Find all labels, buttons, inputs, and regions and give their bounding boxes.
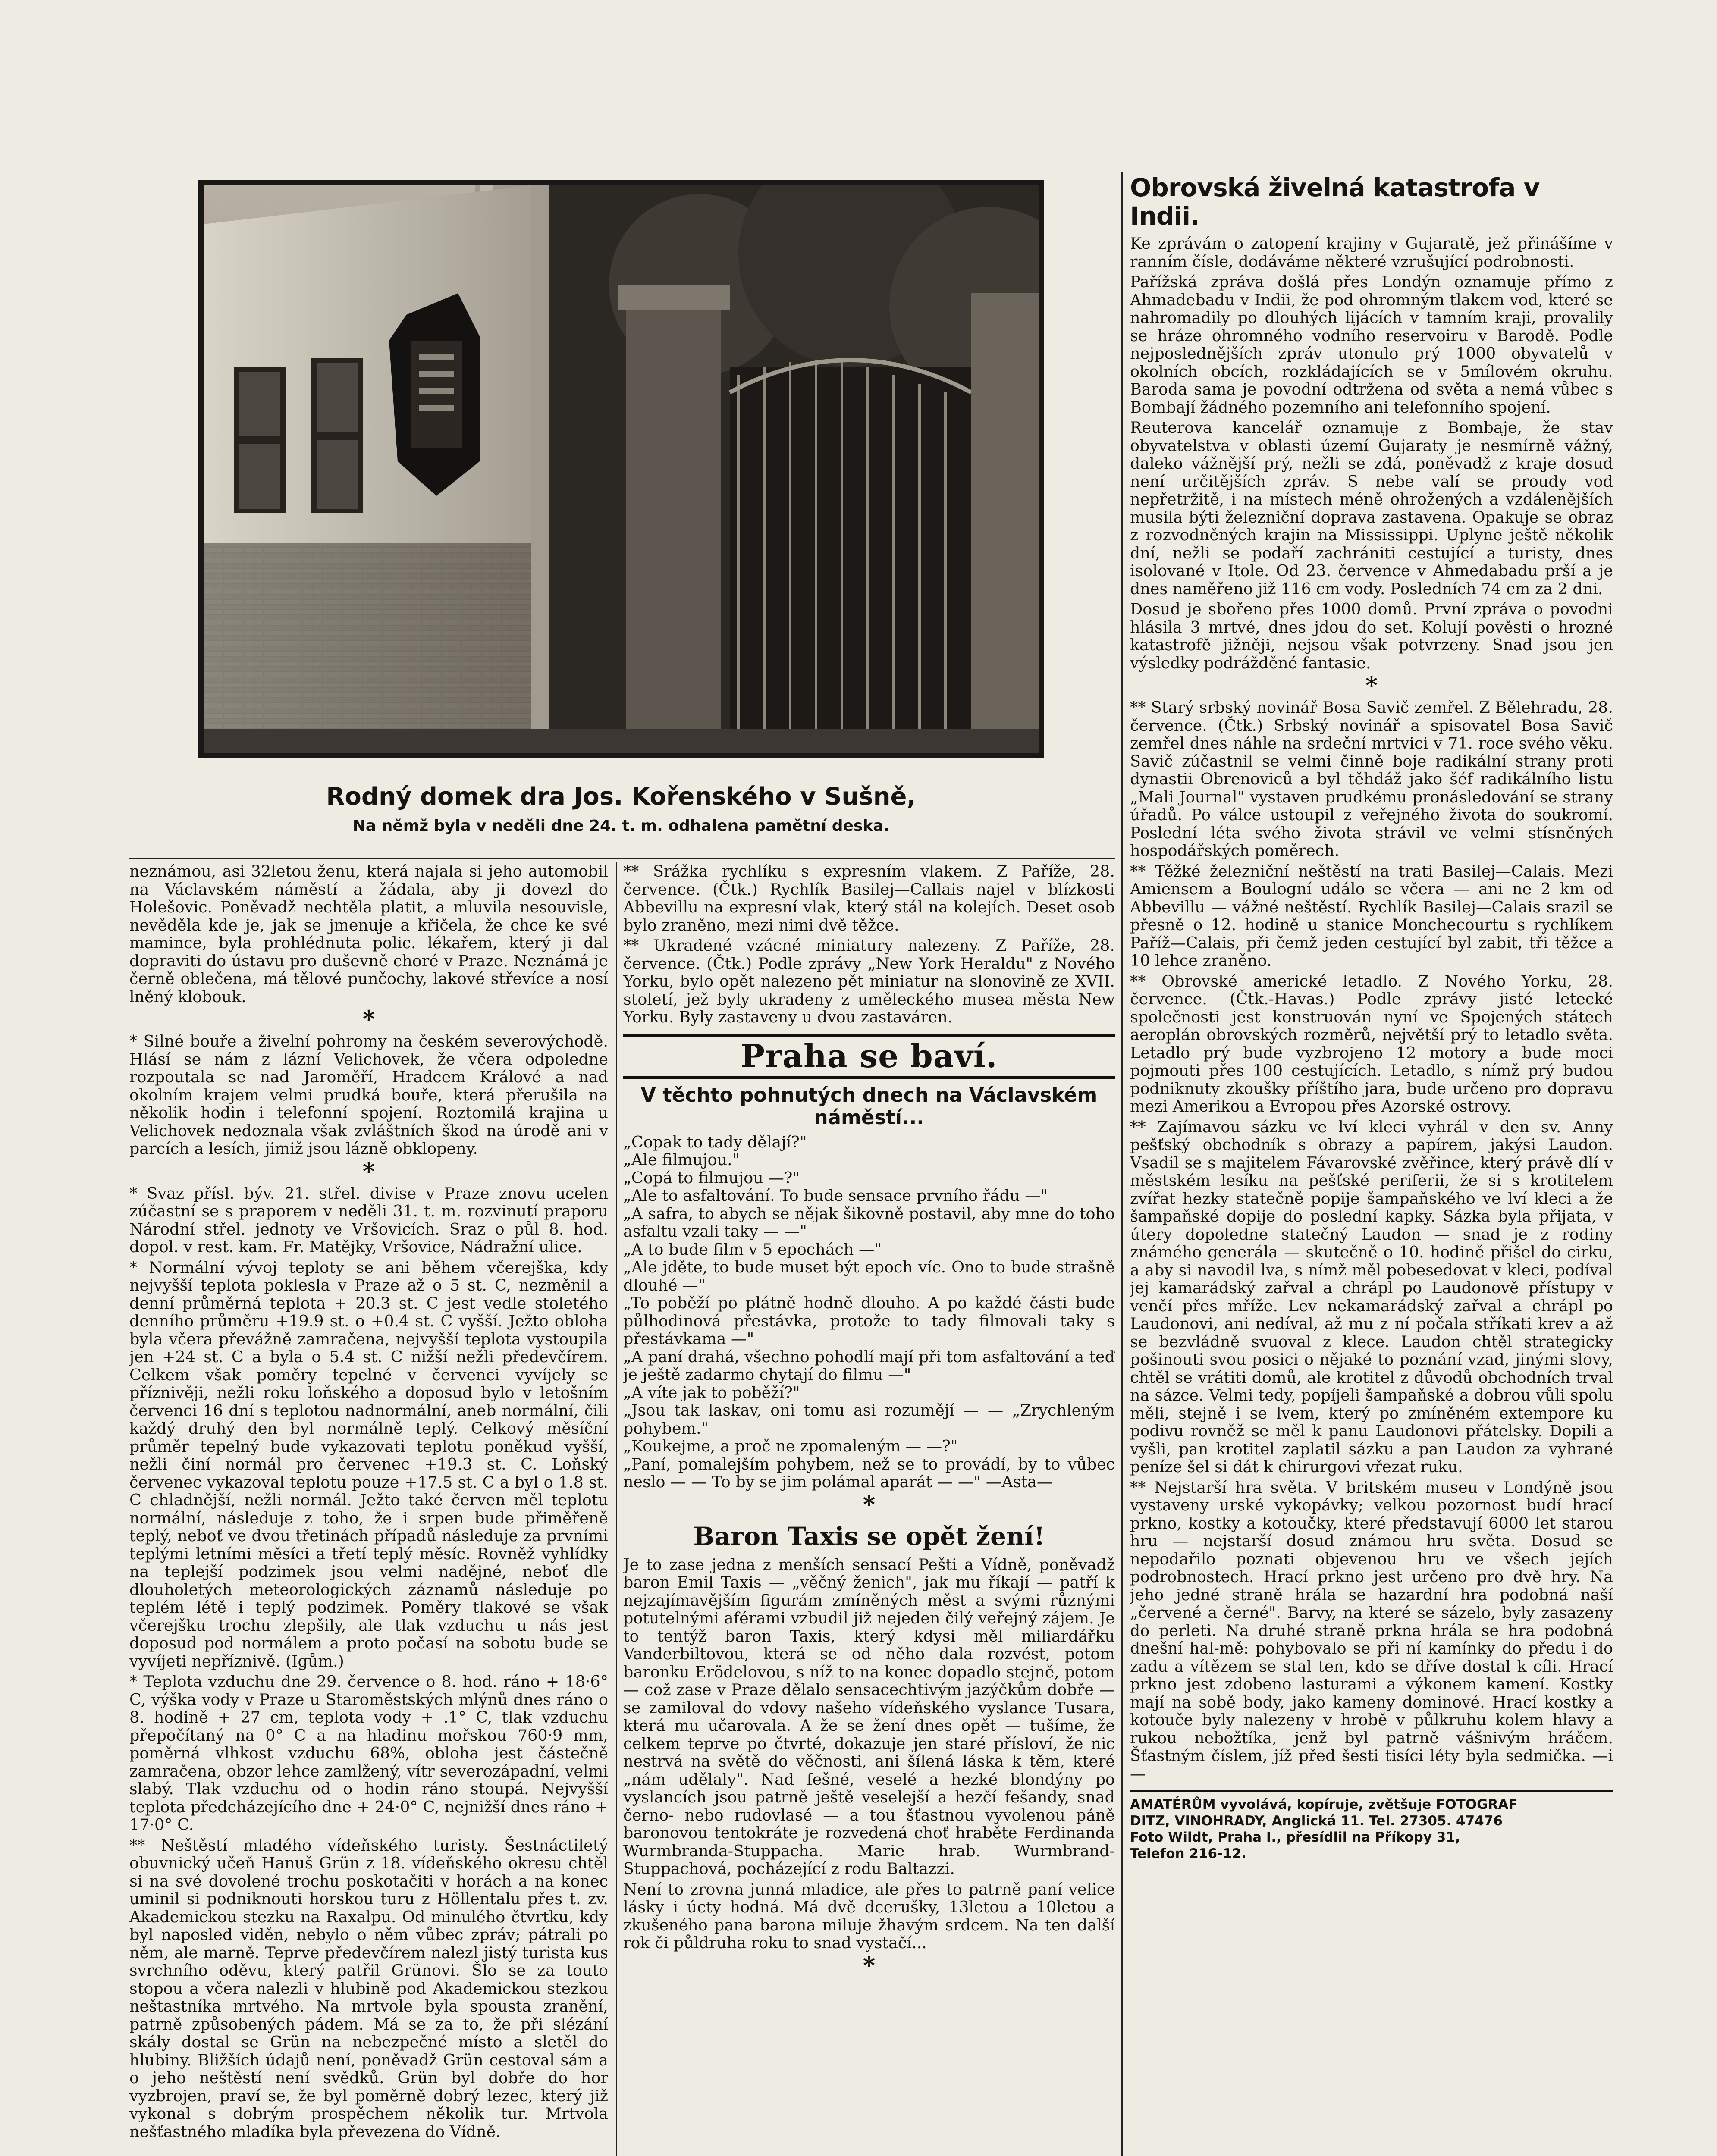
ad-line-2: DITZ, VINOHRADY, Anglická 11. Tel. 27305. 47476: [1130, 1813, 1503, 1829]
article-tourist-accident: ** Neštěstí mladého vídeňského turisty. Šestnáctiletý obuvnický učeň Hanuš Grün z 18. vídeňského okresu chtěl si na své dovolené trochu poskotačiti v horách a na konec uminil si podniknouti horskou turu z Höllentalu přes t. zv. Akademickou stezku na Raxalpu. Od minulého čtvrtku, kdy byl naposled viděn, nebylo o něm vůbec zpráv; pátrali po něm, ale marně. Teprve předevčírem nalezl jistý turista kus svrchního oděvu, který patřil Grünovi. Šlo se za touto stopou a včera nalezli v hlubině pod Akademickou stezkou neštastníka mrtvého. Na mrtvole byla spousta zranění, patrně způsobených pádem. Má se za to, že při slézání skály dostal se Grün na nebezpečné místo a sletěl do hlubiny. Bližších údajů není, poněvadž Grün cestoval sám a o jeho neštěstí není svědků. Grün byl dobře do hor vyzbrojen, praví se, že byl poměrně dobrý lezec, který již vykonal s dobrým prospěchem několik tur. Mrtvola nešťastného mladíka byla převezena do Vídně.: [129, 1836, 608, 2141]
separator-star: *: [863, 1490, 876, 1518]
separator-star: *: [863, 1951, 876, 1979]
article-india-houses: Dosud je sbořeno přes 1000 domů. První zpráva o povodni hlásila 3 mrtvé, dnes jdou do set. Kolují pověsti o hrozné katastrofě jižněji, nejsou však potvrzeny. Snad jsou jen výsledky podrážděné fantasie.: [1130, 600, 1613, 672]
photo-advertisement: [1130, 1790, 1613, 1862]
article-veterans-union: * Svaz přísl. býv. 21. střel. divise v Praze znovu ucelen zúčastní se s praporem v neděli 31. t. m. rozvinutí praporu Národní střel. jednoty ve Vršovicích. Sraz o půl 8. hod. dopol. v rest. kam. Fr. Matějky, Vršovice, Nádražní ulice.: [129, 1184, 608, 1256]
separator-star: *: [362, 1005, 375, 1033]
article-lion-cage-bet: ** Zajímavou sázku ve lví kleci vyhrál v den sv. Anny pešťský obchodník s obrazy a papírem, jakýsi Laudon. Vsadil se s majitelem Fávarovské zvěřince, který právě dlí v městském lesíku na pešťské periferii, že si s krotitelem zvířat hezky statečně popije šampaňského ve lví kleci a že šampaňské dopije do poslední kapky. Sázka byla přijata, v útery dopoledne statečný Laudon — snad je z rodiny známého generála — skutečně o 10. hodině přišel do cirku, a aby si navodil lva, s nímž měl pobesedovat v kleci, podíval jej kamarádský zařval a chrápl po Laudonově přístupy v venčí přes mříže. Lev nekamarádský zařval a chrápl po Laudonovi, ani nedíval, až mu z ní počala stříkati krev a až se bezvládně svuoval z klece. Laudon chtěl strategicky pošinouti svou posici o nějaké to poznání vzad, jinými slovy, chtěl se vrátiti domů, ale krotitel z důvodů obchodních trval na sázce. Velmi tedy, popíjeli šampaňské a dobrou vůli spolu měli, stejně i se lvem, který po zmíněném extempore ku podivu rovněž se měl k panu Laudonovi přátelsky. Dopili a vyšli, pan krotitel zaplatil sázku a pan Laudon za vyhrané peníze šel si dát k chirurgovi vřezat ruku.: [1130, 1117, 1613, 1476]
article-baron-taxis: Je to zase jedna z menších sensací Pešti a Vídně, poněvadž baron Emil Taxis — „věčný ženich", jak mu říkají — patří k nejzajímavějším figurám zmíněných měst a svými různými potutelnými aférami vzbudil již nejeden čilý veřejný zájem. Je to tentýž baron Taxis, který kdysi měl miliardářku Vanderbiltovou, která se od něho dala rozvést, potom baronku Erödelovou, s níž to na konec dopadlo stejně, potom — což zase v Praze dělalo sensacechtivým jazýčkům dobře — se zamiloval do vdovy našeho vídeňského vyslance Tusara, která mu učarovala. A že se žení dnes opět — tušíme, že celkem teprve po čtvrté, dokazuje jen staré přísloví, že nic nestrvá na světě do věčnosti, ani šílená láska k těm, které „nám udělaly". Nad fešné, veselé a hezké blondýny po vyslancích jsou patrně ještě veselejší a hezčí fešandy, snad černo- nebo rudovlasé — a tou šťastnou vyvolenou páně baronovou tentokráte je rozvedená choť hraběte Ferdinanda Wurmbranda-Stuppacha. Marie hrab. Wurmbrand-Stuppachová, pocházející z rodu Baltazzi.: [623, 1555, 1115, 1878]
headline-wenceslas-square: V těchto pohnutých dnech na Václavském náměstí...: [640, 1083, 1098, 1129]
article-filming-dialogue: „Copak to tady dělají?" „Ale filmujou." „Copá to filmujou —?" „Ale to asfaltování. To bude sensace prvního řádu —" „A safra, to abych se nějak šikovně postavil, aby mne do toho asfaltu vzali taky — —" „A to bude film v 5 epochách —" „Ale jděte, to bude muset být epoch víc. Ono to bude strašně dlouhé —" „To poběží po plátně hodně dlouho. A po každé části bude půlhodinová přestávka, protože to tady filmovali taky s přestávkama —" „A paní drahá, všechno pohodlí mají při tom asfaltování a teď je ještě zadarmo chytají do filmu —" „A víte jak to poběží?" „Jsou tak laskav, oni tomu asi rozumějí — — „Zrychleným pohybem." „Koukejme, a proč ne zpomaleným — —?" „Paní, pomalejším pohybem, než se to provádí, by to vůbec neslo — — To by se jim polámal aparát — —" —Asta—: [623, 1132, 1115, 1491]
right-column: [1130, 172, 1613, 2156]
photo-caption-title: Rodný domek dra Jos. Kořenského v Sušně,: [326, 783, 916, 811]
middle-column: [623, 862, 1115, 2156]
article-india-paris-report: Pařížská zpráva došlá přes Londýn oznamuje přímo z Ahmadebadu v Indii, že pod ohromným tlakem vod, které se nahromadily po dlouhých lijácích v tamním kraji, provalily se hráze ohromného vodního reservoiru v Barodě. Podle nejposlednějších zpráv utonulo prý 1000 obyvatelů v okolních obcích, rozkládajících se v 5mílovém okruhu. Baroda sama je povodní odtržena od světa a nemá vůbec s Bombají žádného pozemního ani telefonního spojení.: [1130, 273, 1613, 417]
rule-under-caption: [129, 858, 1115, 859]
article-unknown-woman: neznámou, asi 32letou ženu, která najala si jeho automobil na Václavském náměstí a žádala, aby ji dovezl do Holešovic. Poněvadž nechtěla platit, a mluvila nesouvisle, nevěděla kde je, jak se jmenuje a křičela, že chce ke své mamince, byla prohlédnuta polic. lékařem, který ji dal dopraviti do ústavu pro duševně choré v Praze. Neznámá je černě oblečena, má tělové punčochy, lakové střevíce a nosí lněný klobouk.: [129, 862, 608, 1006]
article-train-collision: ** Srážka rychlíku s expresním vlakem. Z Paříže, 28. července. (Čtk.) Rychlík Basilej—Callais najel v blízkosti Abbevillu na expresní vlak, který stál na kolejích. Deset osob bylo zraněno, mezi nimi dvě těžce.: [623, 862, 1115, 934]
left-column: [129, 862, 608, 2156]
separator-star: *: [1365, 671, 1378, 699]
article-temperature-development: * Normální vývoj teploty se ani během včerejška, kdy nejvyšší teplota poklesla v Praze až o 5 st. C, nezměnil a denní průměrná teplota + 20.3 st. C jest vedle stoletého denního průměru +19.9 st. o +0.4 st. C vyšší. Ježto obloha byla včera převážně zamračena, nejvyšší teplota vystoupila jen +24 st. C a byla o 5.4 st. C nižší nežli předevčírem. Celkem však poměry tepelné v červenci vyvíjely se příznivěji, nežli roku loňského a doposud bylo v letošním červenci 16 dní s teplotou nadnormální, aneb normální, čili každý druhý den byl normálně teplý. Celkový měsíční průměr tepelný bude vykazovati teplotu poněkud vyšší, nežli činí normál pro červenec +19.3 st. C. Loňský červenec vykazoval teplotu pouze +17.5 st. C a byl o 1.8 st. C chladnější, nežli normál. Ježto také červen měl teplotu normální, následuje z toho, že i srpen bude přiměřeně teplý, neboť ve dvou třetinách případů následuje za prvními teplými letními měsíci a třetí teplý měsíc. Rovněž vyhlídky na teplejší podzimek jsou velmi nadějné, neboť dle dlouholetých meteorologických záznamů následuje po teplém létě i teplý podzimek. Poměry tlakové se však včerejšku trochu zlepšily, ale tlak vzduchu u nás jest doposud pod normálem a proto počasí na sobotu bude se vyvíjeti nepříznivě. (Igům.): [129, 1258, 608, 1670]
headline-india-catastrophe: Obrovská živelná katastrofa v Indii.: [1130, 173, 1540, 231]
article-india-reuters: Reuterova kancelář oznamuje z Bombaje, že stav obyvatelstva v oblasti území Gujaraty je nesmírně vážný, daleko vážnější prý, nežli se zdá, poněvadž z kraje dosud není určitějších zpráv. S nebe valí se proudy vod nepřetržitě, i na místech méně ohrožených a vzdálenějších musila býti železniční doprava zastavena. Opakuje se obraz z rozvodněných krajin na Mississippi. Uplyne ještě několik dní, nežli se podaří zachrániti cestující a turisty, dnes isolované v Itole. Od 23. července v Ahmedabadu prší a je dnes naměřeno již 116 cm vody. Posledních 74 cm za 2 dni.: [1130, 418, 1613, 598]
headline-baron-taxis: Baron Taxis se opět žení!: [693, 1521, 1045, 1551]
article-air-temperature: * Teplota vzduchu dne 29. července o 8. hod. ráno + 18·6° C, výška vody v Praze u Staroměstských mlýnů dnes ráno o 8. hodině + 27 cm, teplota vody + .1° C, tlak vzduchu přepočítaný na 0° C a na hladinu mořskou 760·9 mm, poměrná vlhkost vzduchu 68%, obloha jest částečně zamračena, obzor lehce zamlžený, vítr severozápadní, velmi slabý. Tlak vzduchu od o hodin ráno stoupá. Nejvyšší teplota předcházejícího dne + 24·0° C, nejnižší dnes ráno + 17·0° C.: [129, 1672, 608, 1834]
section-praha-se-bavi: Praha se baví.: [623, 1034, 1115, 1079]
article-baron-taxis-cont: Není to zrovna junná mladice, ale přes to patrně paní velice lásky i úcty hodná. Má dvě dcerušky, 13letou a 10letou a zkušeného pana barona miluje žhavým srdcem. Na ten další rok či půldruha roku to snad vystačí...: [623, 1880, 1115, 1952]
house-photo: [198, 180, 1044, 758]
article-oldest-game: ** Nejstarší hra světa. V britském museu v Londýně jsou vystaveny urské vykopávky; velkou pozornost budí hrací prkno, kostky a kotoučky, které představují 6000 let starou hru — nejstarší dosud známou hru světa. Dosud se nepodařilo poznati objevenou hru ve všech jejích podrobnostech. Hrací prkno jest určeno pro dvě hry. Na jeho jedné straně hrála se hazardní hra podobná naší „červené a černé". Barvy, na které se sázelo, byly zasazeny do perleti. Na druhé straně prkna hrála se hra podobná dnešní hal-mě: pohybovalo se při ní kamínky do předu i do zadu a vítězem se stal ten, kdo se dříve dostal k cíli. Hrací prkno jest zdobeno lasturami a výkonem kamení. Kostky mají na sobě body, jako kameny dominové. Hrací kostky a kotouče byly nalezeny v hrobě v půlkruhu kolem hlavy a rukou nebožtíka, jenž byl patrně vášnivým hráčem. Šťastným číslem, jíž před šesti tisíci léty byla sedmička. —i—: [1130, 1478, 1613, 1783]
rule-mid-right: [1121, 172, 1123, 2156]
house-photo-image: [204, 185, 1039, 753]
photo-caption-subtitle: Na němž byla v neděli dne 24. t. m. odhalena pamětní deska.: [352, 817, 890, 835]
article-american-aircraft: ** Obrovské americké letadlo. Z Nového Yorku, 28. července. (Čtk.-Havas.) Podle zprávy jisté letecké společnosti jest konstruován nyní ve Spojených státech aeroplán obrovských rozměrů, největší prý to letadlo světa. Letadlo prý bude vyzbrojeno 12 motory a bude moci pojmouti přes 100 cestujících. Letadlo, s nímž prý budou podniknuty zkoušky příštího jara, bude určeno pro dopravu mezi Amerikou a Evropou přes Azorské ostrovy.: [1130, 971, 1613, 1116]
article-bosa-savic: ** Starý srbský novinář Bosa Savič zemřel. Z Bělehradu, 28. července. (Čtk.) Srbský novinář a spisovatel Bosa Savič zemřel dnes náhle na srdeční mrtvici v 71. roce svého věku. Savič zúčastnil se velmi činně boje radikální strany proti dynastii Obrenoviců a byl těhdáž jako šéf radikálního listu „Mali Journal" vystaven prudkému pronásledování se strany úřadů. Po válce ustoupil z veřejného života do soukromí. Poslední léta svého života strávil ve velmi stísněných hospodářských poměrech.: [1130, 698, 1613, 860]
article-india-intro: Ke zprávám o zatopení krajiny v Gujaratě, jež přinášíme v ranním čísle, dodáváme některé vzrušující podrobnosti.: [1130, 234, 1613, 271]
rule-left-mid: [616, 862, 617, 2156]
ad-line-3: Foto Wildt, Praha I., přesídlil na Příkopy 31,: [1130, 1830, 1460, 1845]
article-stolen-miniatures: ** Ukradené vzácné miniatury nalezeny. Z Paříže, 28. července. (Čtk.) Podle zprávy „New York Heraldu" z Nového Yorku, bylo opět nalezeno pět miniatur na slonovině ze XVII. století, jež byly ukradeny z uměleckého musea města New Yorku. Byly zastaveny u dvou zastaváren.: [623, 936, 1115, 1026]
separator-star: *: [362, 1157, 375, 1185]
article-railway-accident: ** Těžké železniční neštěstí na trati Basilej—Calais. Mezi Amiensem a Boulogní událo se včera — ani ne 2 km od Abbevillu — vážné neštěstí. Rychlík Basilej—Calais srazil se přesně o 12. hodině u stanice Monchecourtu s rychlíkem Paříž—Calais, při čemž jeden cestující byl zabit, tři těžce a 10 lehce zraněno.: [1130, 862, 1613, 970]
article-storms: * Silné bouře a živelní pohromy na českém severovýchodě. Hlásí se nám z lázní Velichovek, že včera odpoledne rozpoutala se nad Jaroměří, Hradcem Králové a nad okolním krajem velmi prudká bouře, která přerušila na několik hodin i telefonní spojení. Roztomilá krajina u Velichovek nedoznala však zvláštních škod na úrodě ani v parcích a lesích, jimiž jsou lázně obklopeny.: [129, 1032, 608, 1158]
ad-line-4: Telefon 216-12.: [1130, 1846, 1246, 1861]
ad-line-1: AMATÉRŮM vyvolává, kopíruje, zvětšuje FOTOGRAF: [1130, 1797, 1518, 1812]
